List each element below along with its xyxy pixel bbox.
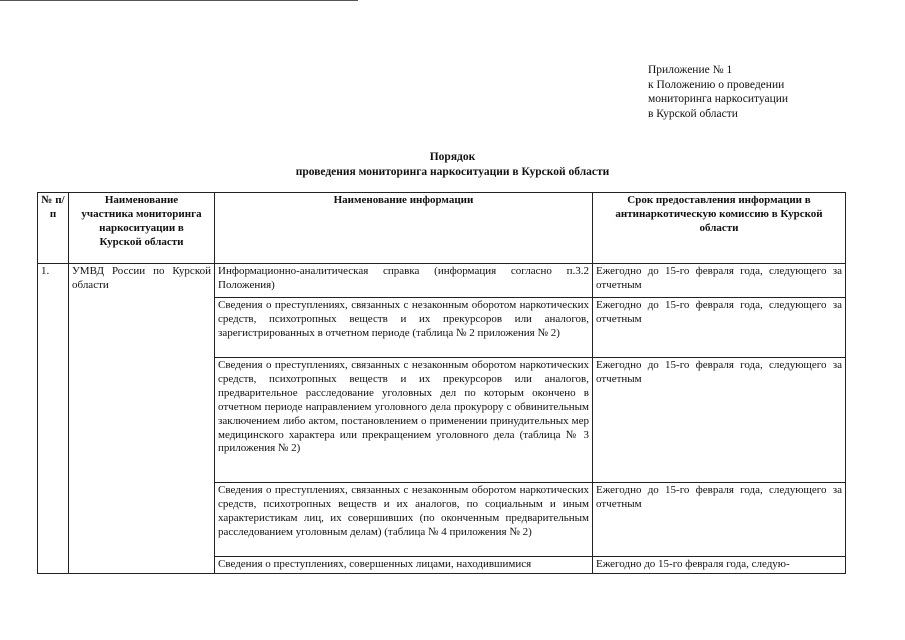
document-title — [0, 150, 905, 180]
header-deadline: Срок предоставления информации в антинаркотическую комиссию в Курской области — [593, 193, 846, 264]
table-row — [38, 264, 846, 298]
deadline-cell: Ежегодно до 15-го февраля года, следующего за отчетным — [593, 298, 846, 358]
appendix-note — [648, 63, 788, 121]
title-line-1: Порядок — [429, 151, 476, 163]
information-cell: Сведения о преступлениях, связанных с незаконным оборотом наркотических средств, психотропных веществ и их аналогов, по социальным и иным характеристикам лиц, их совершивших (по оконченным предварительным расследованием уголовным делам) (таблица № 4 приложения № 2) — [215, 483, 593, 557]
header-participant: Наименование участника мониторинга наркоситуации в Курской области — [69, 193, 215, 264]
monitoring-table — [37, 192, 846, 574]
participant-name: УМВД России по Курской области — [69, 264, 215, 574]
appendix-line: Приложение № 1 — [648, 64, 733, 76]
top-rule — [0, 0, 358, 1]
deadline-cell: Ежегодно до 15-го февраля года, следующего за отчетным — [593, 264, 846, 298]
title-line-2: проведения мониторинга наркоситуации в Курской области — [295, 166, 610, 178]
header-information: Наименование информации — [215, 193, 593, 264]
information-cell: Сведения о преступлениях, связанных с незаконным оборотом наркотических средств, психотропных веществ и их прекурсоров или аналогов, предварительное расследование уголовных дел по которым окончено в отчетном периоде направлением уголовного дела прокурору с обвинительным заключением либо актом, постановлением о применении принудительных мер медицинского характера или прекращением уголовного дела (таблица № 3 приложения № 2) — [215, 358, 593, 483]
information-cell: Сведения о преступлениях, совершенных лицами, находившимися — [215, 557, 593, 574]
appendix-line: мониторинга наркоситуации — [648, 93, 789, 105]
appendix-line: к Положению о проведении — [648, 78, 785, 91]
row-number: 1. — [38, 264, 69, 574]
information-cell: Информационно-аналитическая справка (информация согласно п.3.2 Положения) — [215, 264, 593, 298]
deadline-cell: Ежегодно до 15-го февраля года, следующего за отчетным — [593, 358, 846, 483]
deadline-cell: Ежегодно до 15-го февраля года, следую- — [593, 557, 846, 574]
deadline-cell: Ежегодно до 15-го февраля года, следующего за отчетным — [593, 483, 846, 557]
appendix-line: в Курской области — [648, 107, 738, 120]
header-number: № п/п — [38, 193, 69, 264]
information-cell: Сведения о преступлениях, связанных с незаконным оборотом наркотических средств, психотропных веществ и их прекурсоров или аналогов, зарегистрированных в отчетном периоде (таблица № 2 приложения № 2) — [215, 298, 593, 358]
